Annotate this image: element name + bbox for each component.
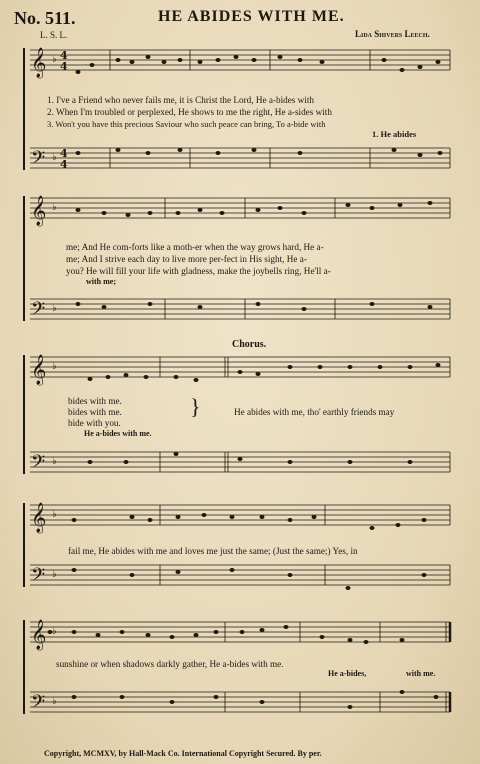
- svg-text:𝄞: 𝄞: [31, 355, 47, 385]
- svg-text:4: 4: [60, 60, 68, 73]
- svg-text:♭: ♭: [52, 303, 57, 314]
- verse1-line1: 1. I've a Friend who never fails me, it is Christ the Lord, He a-bides with: [47, 95, 315, 105]
- verse3-line3: bide with you.: [68, 418, 121, 428]
- verse3-line2: you? He will fill your life with gladness, make the joybells ring, He'll a-: [66, 266, 331, 276]
- svg-text:𝄢: 𝄢: [31, 299, 46, 324]
- svg-text:𝄢: 𝄢: [31, 565, 46, 590]
- bass-cue-2: with me;: [86, 277, 116, 286]
- verse2-line3: bides with me.: [68, 407, 122, 417]
- svg-text:𝄢: 𝄢: [31, 148, 46, 173]
- verse2-line1: 2. When I'm troubled or perplexed, He shows to me the right, He a-sides with: [47, 107, 332, 117]
- svg-text:𝄢: 𝄢: [31, 452, 46, 477]
- svg-text:♭: ♭: [52, 54, 57, 65]
- svg-text:♭: ♭: [52, 202, 57, 213]
- brace-glyph: }: [190, 394, 201, 419]
- refrain-line3: He abides with me, tho' earthly friends may: [234, 407, 395, 417]
- bass-cue-5b: with me.: [406, 669, 436, 678]
- svg-text:♭: ♭: [52, 152, 57, 163]
- verse3-line1: 3. Won't you have this precious Saviour who such peace can bring, To a-bide with: [47, 119, 326, 129]
- hymn-number: No. 511.: [14, 8, 76, 28]
- svg-text:4: 4: [60, 49, 68, 62]
- svg-text:♭: ♭: [52, 569, 57, 580]
- svg-text:𝄢: 𝄢: [31, 692, 46, 717]
- verse1-line2: me; And He com-forts like a moth-er when the way grows hard, He a-: [66, 242, 324, 252]
- svg-text:𝄞: 𝄞: [31, 196, 47, 226]
- svg-text:♭: ♭: [52, 626, 57, 637]
- staff-system-4: [24, 503, 450, 587]
- alto-cue-1: 1. He abides: [372, 129, 417, 139]
- svg-text:𝄞: 𝄞: [31, 48, 47, 78]
- refrain-line5: sunshine or when shadows darkly gather, He a-bides with me.: [56, 659, 284, 669]
- clefs-and-signatures: [31, 47, 68, 717]
- copyright-notice: Copyright, MCMXV, by Hall-Mack Co. International Copyright Secured. By per.: [44, 749, 322, 758]
- lyricist-initials: L. S. L.: [40, 30, 68, 40]
- svg-text:♭: ♭: [52, 361, 57, 372]
- svg-text:4: 4: [60, 158, 68, 171]
- svg-text:♭: ♭: [52, 509, 57, 520]
- bass-cue-3: He a-bides with me.: [84, 429, 152, 438]
- hymn-title: HE ABIDES WITH ME.: [158, 8, 345, 25]
- svg-text:♭: ♭: [52, 696, 57, 707]
- verse1-line3: bides with me.: [68, 396, 122, 406]
- svg-text:𝄞: 𝄞: [31, 620, 47, 650]
- composer-credit: Lida Shivers Leech.: [355, 29, 430, 39]
- refrain-line4: fail me, He abides with me and loves me just the same; (Just the same;) Yes, in: [68, 546, 358, 556]
- svg-text:4: 4: [60, 147, 68, 160]
- chorus-label: Chorus.: [232, 339, 267, 350]
- verse2-line2: me; And I strive each day to live more per-fect in His sight, He a-: [66, 254, 307, 264]
- svg-text:♭: ♭: [52, 456, 57, 467]
- svg-text:𝄞: 𝄞: [31, 503, 47, 533]
- bass-cue-5a: He a-bides,: [328, 669, 367, 678]
